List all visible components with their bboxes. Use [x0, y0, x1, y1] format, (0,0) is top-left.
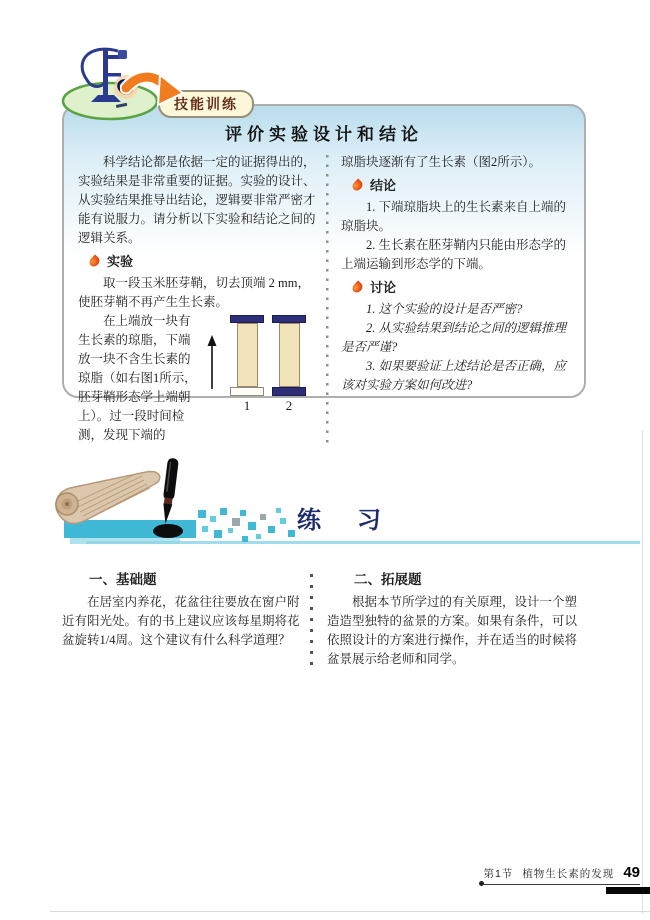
coleoptile-figure-row: [206, 315, 318, 413]
experiment-heading-label: 实验: [107, 254, 134, 269]
drop-bullet-icon: [87, 254, 101, 268]
coleoptile-2-label: 2: [285, 398, 293, 413]
coleoptile-figure: [206, 315, 318, 413]
brush-pen: [160, 458, 179, 525]
coleoptile-2-bottom-block: [272, 387, 306, 396]
coleoptile-1-label: 1: [243, 398, 251, 413]
discussion-item: 2. 从实验结果到结论之间的逻辑推理是否严谨?: [341, 321, 567, 354]
discussion-item: 3. 如果要验证上述结论是否正确，应该对实验方案如何改进?: [341, 359, 567, 392]
paper-scroll: [56, 471, 160, 523]
drop-bullet-icon: [350, 280, 364, 294]
footer-section-title: 植物生长素的发现: [522, 868, 615, 880]
extension-question-text: 根据本节所学过的有关原理，设计一个塑造造型独特的盆景的方案。如果有条件，可以依照设计的方案进行操作，并在适当的时候将盆景展示给老师和同学。: [327, 595, 578, 666]
experiment-heading: [90, 252, 318, 271]
drop-bullet-icon: [350, 178, 364, 192]
coleoptile-1: [230, 315, 264, 413]
conclusion-heading-label: 结论: [370, 178, 397, 193]
footer-rule: [482, 884, 640, 885]
conclusion-item: 1. 下端琼脂块上的生长素来自上端的琼脂块。: [341, 200, 567, 233]
agar-block-without-auxin: [230, 387, 264, 396]
page-right-edge: [642, 430, 643, 914]
curved-arrow-icon: [120, 70, 186, 116]
coleoptile-2-top-block: [272, 315, 306, 323]
agar-block-with-auxin: [230, 315, 264, 323]
skill-box-title: 评价实验设计和结论: [225, 125, 423, 144]
skill-box-left-column: [78, 153, 318, 445]
pixel-mosaic: [198, 508, 295, 542]
coleoptile-1-body: [237, 323, 258, 387]
skill-training-box: [62, 104, 586, 442]
page-number: 49: [623, 864, 640, 881]
scroll-and-brush-decoration: [50, 452, 302, 564]
conclusion-heading: [353, 176, 572, 195]
discussion-heading-label: 讨论: [370, 280, 397, 295]
conclusion-item: 2. 生长素在胚芽鞘内只能由形态学的上端运输到形态学的下端。: [341, 238, 567, 271]
basic-question-text: 在居室内养花，花盆往往要放在窗户附近有阳光处。有的书上建议应该每星期将花盆旋转1/4周。这个建议有什么科学道理？: [62, 595, 300, 647]
page-bottom-edge: [50, 911, 650, 912]
experiment-paragraph-2: 在上端放一块有生长素的琼脂，下端放一块不含生长素的琼脂（如右图1所示，胚芽鞘形态学上端朝上）。过一段时间检测，发现下端的: [78, 314, 197, 442]
discussion-heading: [353, 278, 572, 297]
basic-question-column: [62, 570, 302, 669]
footer-section-label: 第1节: [483, 868, 514, 880]
extension-question-column: [319, 570, 586, 669]
skill-box-columns: [64, 151, 584, 445]
up-arrow-icon: [206, 335, 218, 391]
experiment-paragraph-1: 取一段玉米胚芽鞘，切去顶端 2 mm，使胚芽鞘不再产生生长素。: [78, 276, 310, 309]
skill-box-right-column: [333, 153, 572, 445]
page-edge-black-bar: [606, 887, 650, 894]
exercise-column-divider-dotted: [310, 574, 313, 669]
coleoptile-2: [272, 315, 306, 413]
skill-training-badge-label: 技能训练: [174, 96, 238, 112]
continuation-paragraph: 琼脂块逐渐有了生长素（图2所示）。: [341, 155, 542, 169]
page-footer: [432, 864, 640, 881]
intro-paragraph: 科学结论都是依据一定的证据得出的，实验结果是非常重要的证据。实验的设计、从实验结果推导出结论，逻辑要非常严密才能有说服力。请分析以下实验和结论之间的逻辑关系。: [78, 155, 316, 245]
basic-question-heading: 一、基础题: [89, 572, 157, 587]
coleoptile-2-body: [279, 323, 300, 387]
exercise-columns: [62, 570, 586, 669]
exercise-section-title: 练 习: [297, 507, 387, 534]
discussion-item: 1. 这个实验的设计是否严密?: [366, 302, 523, 316]
extension-question-heading: 二、拓展题: [354, 572, 422, 587]
column-divider-dotted: [326, 155, 329, 445]
